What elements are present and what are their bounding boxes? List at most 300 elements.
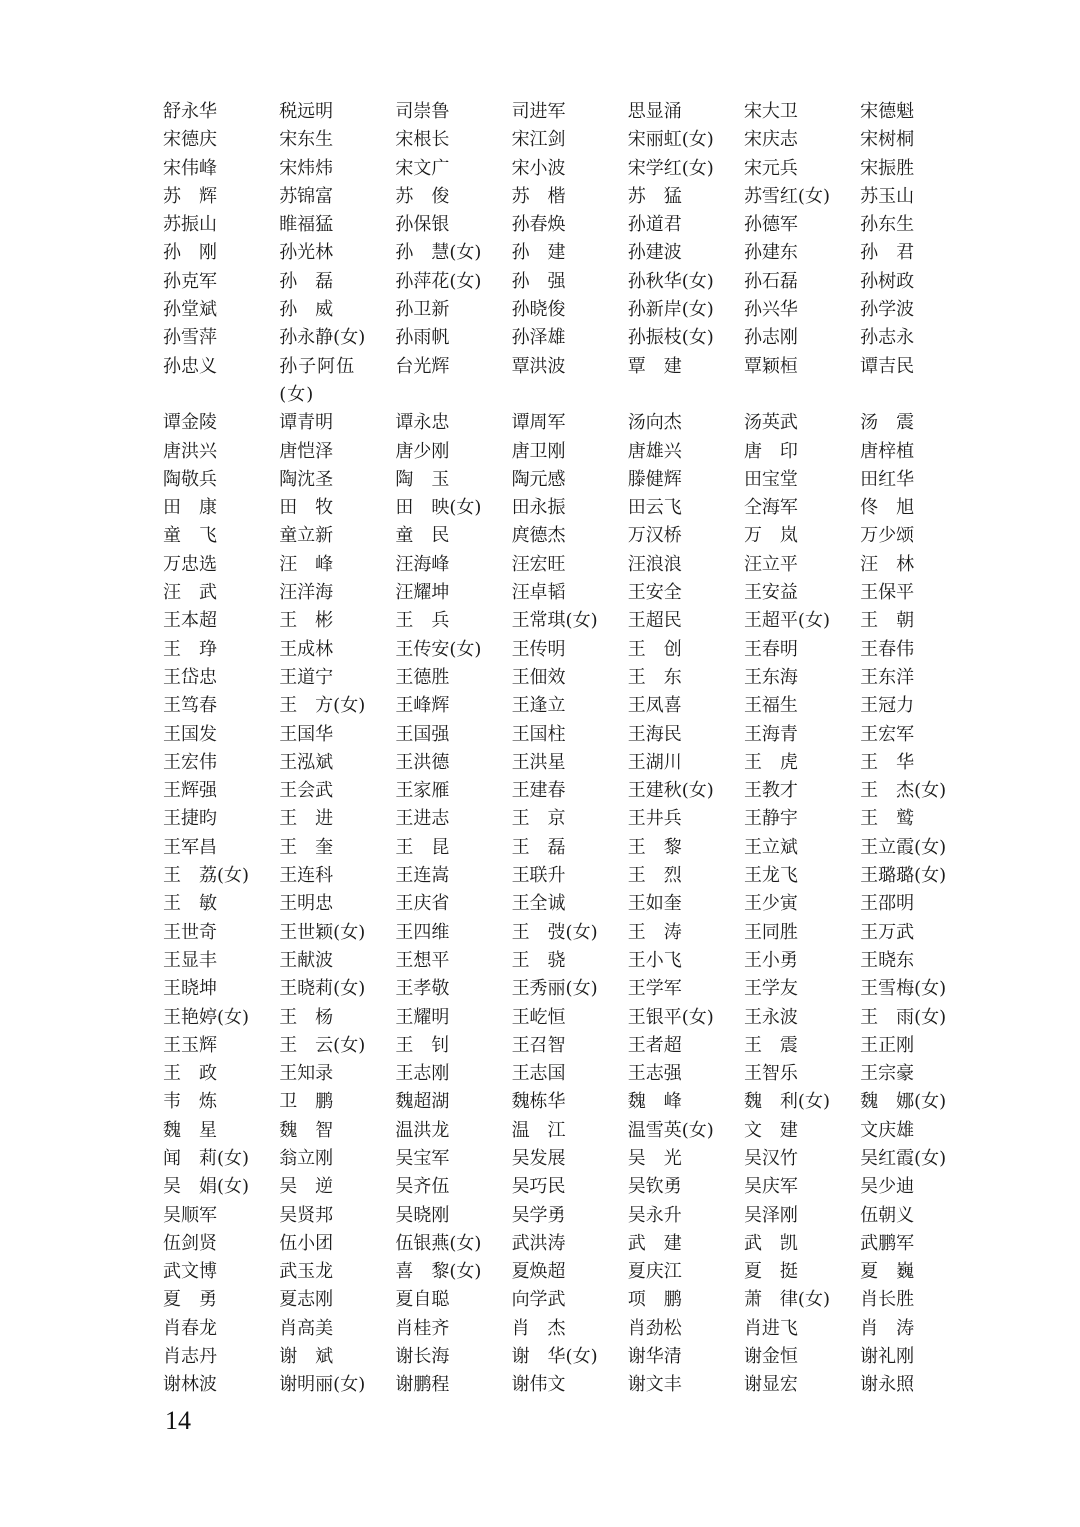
name-cell: 吴红霞(女) (860, 1147, 947, 1169)
name-cell: 谢鹏程 (395, 1374, 450, 1396)
name-cell: 宋小波 (511, 157, 566, 179)
name-cell: 夏 巍 (860, 1261, 915, 1283)
name-cell: 王连嵩 (395, 865, 450, 887)
name-cell: 肖长胜 (860, 1289, 915, 1311)
name-cell: 王 政 (163, 1063, 217, 1085)
name-cell: 田 康 (163, 497, 217, 519)
name-cell: 孙 君 (860, 242, 915, 264)
name-cell: 孙树政 (860, 270, 915, 292)
name-row (163, 409, 983, 437)
name-cell: 苏锦富 (279, 185, 334, 207)
name-cell: 税远明 (279, 101, 334, 122)
name-cell: 王洪德 (395, 751, 450, 773)
name-cell: 王冠力 (860, 695, 915, 717)
name-cell: 谢永照 (860, 1374, 915, 1396)
name-cell: 项 鹏 (627, 1289, 682, 1311)
name-cell: 唐 印 (743, 440, 798, 462)
name-cell: 宋庆志 (743, 129, 798, 151)
name-cell: 吴晓刚 (395, 1204, 450, 1226)
name-cell: 王召智 (511, 1034, 566, 1056)
name-cell: 汪卓韬 (511, 582, 566, 604)
name-row (163, 1371, 983, 1399)
name-cell: 肖进飞 (743, 1317, 798, 1339)
name-cell: 王志刚 (395, 1063, 450, 1085)
name-cell: 孙秋华(女) (627, 270, 714, 292)
name-cell: 唐雄兴 (627, 440, 682, 462)
name-cell: 王东洋 (860, 666, 915, 688)
name-cell: 王笃春 (163, 695, 217, 717)
name-cell: 宋树桐 (860, 129, 915, 151)
name-cell: 王 京 (511, 808, 566, 830)
name-cell: 魏 星 (163, 1119, 217, 1141)
name-cell: 王 昆 (395, 836, 450, 858)
name-cell: 谢 斌 (279, 1346, 334, 1368)
name-cell: 王屹恒 (511, 1006, 566, 1028)
name-cell: 孙萍花(女) (395, 270, 482, 292)
name-cell: 汪洋海 (279, 582, 334, 604)
name-cell: 武 建 (627, 1232, 682, 1254)
name-cell: 覃颖桓 (743, 355, 798, 377)
name-cell: 覃 建 (627, 355, 682, 377)
name-cell: 王东海 (743, 666, 798, 688)
name-cell: 王万武 (860, 921, 915, 943)
name-cell: 王井兵 (627, 808, 682, 830)
name-cell: 王道宁 (279, 666, 334, 688)
name-cell: 王安益 (743, 582, 798, 604)
name-cell: 肖春龙 (163, 1317, 217, 1339)
name-cell: 王如奎 (627, 893, 682, 915)
name-cell: 武文博 (163, 1261, 217, 1283)
name-cell: 王智乐 (743, 1063, 798, 1085)
name-cell: 宋根长 (395, 129, 450, 151)
name-cell: 王超平(女) (743, 610, 830, 632)
name-row (163, 975, 983, 1003)
name-cell: 王 杰(女) (860, 780, 947, 802)
name-row (163, 494, 983, 522)
name-cell: 王宗豪 (860, 1063, 915, 1085)
name-cell: 王 弢(女) (511, 921, 598, 943)
name-cell: 谭永忠 (395, 412, 450, 434)
name-cell: 万少颂 (860, 525, 915, 547)
name-cell: 谭周军 (511, 412, 566, 434)
name-row (163, 834, 983, 862)
name-cell: 王湖川 (627, 751, 682, 773)
name-cell: 王 琤 (163, 638, 217, 660)
name-cell: 王成林 (279, 638, 334, 660)
name-cell: 唐洪兴 (163, 440, 217, 462)
name-row (163, 183, 983, 211)
name-cell: 陶沈圣 (279, 468, 334, 490)
name-cell: 吴 娟(女) (163, 1176, 250, 1198)
name-cell: 王 华 (860, 751, 915, 773)
name-row (163, 1060, 983, 1088)
name-cell: 吴 光 (627, 1147, 682, 1169)
name-row (163, 353, 983, 410)
name-cell: 陶 玉 (395, 468, 450, 490)
name-cell: 汪 峰 (279, 553, 334, 575)
name-cell: 王常琪(女) (511, 610, 598, 632)
name-cell: 谢金恒 (743, 1346, 798, 1368)
name-cell: 王宏伟 (163, 751, 217, 773)
name-cell: 王捷昀 (163, 808, 217, 830)
name-cell: 唐恺泽 (279, 440, 334, 462)
name-cell: 王晓东 (860, 949, 915, 971)
name-cell: 孙建东 (743, 242, 798, 264)
name-cell: 汤 震 (860, 412, 915, 434)
name-cell: 吴永升 (627, 1204, 682, 1226)
name-cell: 王小勇 (743, 949, 798, 971)
name-cell: 汪宏旺 (511, 553, 566, 575)
name-row (163, 324, 983, 352)
name-cell: 王 雨(女) (860, 1006, 947, 1028)
name-cell: 吴学勇 (511, 1204, 566, 1226)
name-cell: 田永振 (511, 497, 566, 519)
name-cell: 宋大卫 (743, 101, 798, 122)
name-cell: 王进志 (395, 808, 450, 830)
name-row (163, 1117, 983, 1145)
name-cell: 魏 娜(女) (860, 1091, 947, 1113)
name-cell: 王 兵 (395, 610, 450, 632)
name-row (163, 1258, 983, 1286)
name-cell: 谢文丰 (627, 1374, 682, 1396)
name-cell: 苏 楷 (511, 185, 566, 207)
name-cell: 向学武 (511, 1289, 566, 1311)
name-cell: 王国柱 (511, 723, 566, 745)
name-row (163, 1088, 983, 1116)
name-cell: 王世奇 (163, 921, 217, 943)
name-row (163, 805, 983, 833)
name-cell: 王春伟 (860, 638, 915, 660)
name-cell: 汤向杰 (627, 412, 682, 434)
name-cell: 王 骁 (511, 949, 566, 971)
name-cell: 王静宇 (743, 808, 798, 830)
name-cell: 王秀丽(女) (511, 978, 598, 1000)
name-cell: 萧 律(女) (743, 1289, 830, 1311)
name-cell: 武玉龙 (279, 1261, 334, 1283)
name-row (163, 692, 983, 720)
name-cell: 王 进 (279, 808, 334, 830)
name-cell: 孙 建 (511, 242, 566, 264)
name-cell: 伍朝义 (860, 1204, 915, 1226)
name-row (163, 126, 983, 154)
name-cell: 苏 猛 (627, 185, 682, 207)
name-cell: 王安全 (627, 582, 682, 604)
name-cell: 吴钦勇 (627, 1176, 682, 1198)
name-cell: 苏 辉 (163, 185, 217, 207)
name-cell: 王 荔(女) (163, 865, 250, 887)
name-cell: 思显涌 (627, 101, 682, 122)
name-cell: 肖志丹 (163, 1346, 217, 1368)
name-cell: 王家雁 (395, 780, 450, 802)
name-cell: 王 东 (627, 666, 682, 688)
name-cell: 王晓坤 (163, 978, 217, 1000)
name-cell: 孙堂斌 (163, 299, 217, 321)
name-cell: 滕健辉 (627, 468, 682, 490)
name-row (163, 296, 983, 324)
name-cell: 王国华 (279, 723, 334, 745)
name-cell: 孙春焕 (511, 214, 566, 236)
name-cell: 王凤喜 (627, 695, 682, 717)
name-cell: 魏超湖 (395, 1091, 450, 1113)
name-row (163, 607, 983, 635)
name-row (163, 268, 983, 296)
name-cell: 王者超 (627, 1034, 682, 1056)
name-cell: 孙志永 (860, 327, 915, 349)
name-cell: 汪浪浪 (627, 553, 682, 575)
name-cell: 汪 林 (860, 553, 915, 575)
name-cell: 王想平 (395, 949, 450, 971)
name-cell: 王雪梅(女) (860, 978, 947, 1000)
name-cell: 孙道君 (627, 214, 682, 236)
name-cell: 孙振枝(女) (627, 327, 714, 349)
name-cell: 孙泽雄 (511, 327, 566, 349)
name-row (163, 947, 983, 975)
name-cell: 王知录 (279, 1063, 334, 1085)
name-cell: 伍小团 (279, 1232, 334, 1254)
name-row (163, 1202, 983, 1230)
name-cell: 吴巧民 (511, 1176, 566, 1198)
name-cell: 唐梓植 (860, 440, 915, 462)
name-cell: 司进军 (511, 101, 566, 122)
name-cell: 苏玉山 (860, 185, 915, 207)
name-cell: 汪耀坤 (395, 582, 450, 604)
name-cell: 文 建 (743, 1119, 798, 1141)
name-cell: 吴发展 (511, 1147, 566, 1169)
name-cell: 宋振胜 (860, 157, 915, 179)
name-cell: 夏自聪 (395, 1289, 450, 1311)
name-cell: 肖桂齐 (395, 1317, 450, 1339)
name-cell: 宋丽虹(女) (627, 129, 714, 151)
name-cell: 孙保银 (395, 214, 450, 236)
name-cell: 王孝敬 (395, 978, 450, 1000)
name-cell: 童 飞 (163, 525, 217, 547)
name-cell: 谭金陵 (163, 412, 217, 434)
name-row (163, 579, 983, 607)
name-cell: 王晓莉(女) (279, 978, 366, 1000)
name-cell: 王 涛 (627, 921, 682, 943)
name-cell: 宋江剑 (511, 129, 566, 151)
name-cell: 王军昌 (163, 836, 217, 858)
name-cell: 夏 挺 (743, 1261, 798, 1283)
name-cell: 谢华清 (627, 1346, 682, 1368)
name-cell: 肖 杰 (511, 1317, 566, 1339)
name-cell: 王银平(女) (627, 1006, 714, 1028)
name-cell: 王少寅 (743, 893, 798, 915)
name-cell: 王小飞 (627, 949, 682, 971)
name-cell: 吴泽刚 (743, 1204, 798, 1226)
name-cell: 吴庆军 (743, 1176, 798, 1198)
name-cell: 宋元兵 (743, 157, 798, 179)
name-cell: 王庆省 (395, 893, 450, 915)
name-cell: 唐少刚 (395, 440, 450, 462)
name-cell: 王海青 (743, 723, 798, 745)
name-cell: 苏振山 (163, 214, 217, 236)
name-cell: 王辉强 (163, 780, 217, 802)
names-table (163, 98, 983, 1400)
name-row (163, 438, 983, 466)
name-cell: 王 虎 (743, 751, 798, 773)
name-row (163, 551, 983, 579)
name-cell: 王 方(女) (279, 695, 366, 717)
name-cell: 王正刚 (860, 1034, 915, 1056)
name-cell: 温 江 (511, 1119, 566, 1141)
name-cell: 孙 强 (511, 270, 566, 292)
name-cell: 夏志刚 (279, 1289, 334, 1311)
name-cell: 王建秋(女) (627, 780, 714, 802)
name-cell: 佟 旭 (860, 497, 915, 519)
name-cell: 童 民 (395, 525, 450, 547)
name-cell: 温雪英(女) (627, 1119, 714, 1141)
name-cell: 田宝堂 (743, 468, 798, 490)
name-cell: 王泓斌 (279, 751, 334, 773)
name-cell: 王献波 (279, 949, 334, 971)
name-cell: 孙建波 (627, 242, 682, 264)
name-cell: 王会武 (279, 780, 334, 802)
name-cell: 苏 俊 (395, 185, 450, 207)
name-cell: 夏庆江 (627, 1261, 682, 1283)
name-cell: 谢显宏 (743, 1374, 798, 1396)
name-cell: 王保平 (860, 582, 915, 604)
name-cell: 王明忠 (279, 893, 334, 915)
name-cell: 肖高美 (279, 1317, 334, 1339)
name-cell: 王 钊 (395, 1034, 450, 1056)
name-cell: 韦 炼 (163, 1091, 217, 1113)
name-cell: 谭吉民 (860, 355, 915, 377)
name-cell: 舒永华 (163, 101, 217, 122)
name-cell: 覃洪波 (511, 355, 566, 377)
name-cell: 闻 莉(女) (163, 1147, 250, 1169)
name-cell: 孙雨帆 (395, 327, 450, 349)
name-row (163, 862, 983, 890)
name-cell: 王岱忠 (163, 666, 217, 688)
name-cell: 田云飞 (627, 497, 682, 519)
name-cell: 王永波 (743, 1006, 798, 1028)
name-row (163, 721, 983, 749)
name-cell: 汪 武 (163, 582, 217, 604)
name-cell: 谢长海 (395, 1346, 450, 1368)
name-cell: 武洪涛 (511, 1232, 566, 1254)
name-cell: 魏 峰 (627, 1091, 682, 1113)
name-cell: 万 岚 (743, 525, 798, 547)
name-cell: 吴顺军 (163, 1204, 217, 1226)
name-cell: 吴齐伍 (395, 1176, 450, 1198)
name-cell: 孙 刚 (163, 242, 217, 264)
name-cell: 孙雪萍 (163, 327, 217, 349)
name-cell: 吴汉竹 (743, 1147, 798, 1169)
name-cell: 孙兴华 (743, 299, 798, 321)
name-cell: 孙 磊 (279, 270, 334, 292)
name-cell: 王 朝 (860, 610, 915, 632)
name-cell: 谢明丽(女) (279, 1374, 366, 1396)
name-row (163, 777, 983, 805)
name-cell: 王本超 (163, 610, 217, 632)
name-cell: 王 彬 (279, 610, 334, 632)
name-cell: 王宏军 (860, 723, 915, 745)
name-cell: 孙德军 (743, 214, 798, 236)
name-cell: 田 牧 (279, 497, 334, 519)
name-cell: 王超民 (627, 610, 682, 632)
name-cell: 王福生 (743, 695, 798, 717)
name-cell: 王 奎 (279, 836, 334, 858)
name-cell: 田红华 (860, 468, 915, 490)
name-cell: 王四维 (395, 921, 450, 943)
page-number: 14 (165, 1406, 191, 1435)
name-cell: 宋德庆 (163, 129, 217, 151)
name-cell: 仝海军 (743, 497, 798, 519)
name-cell: 陶元感 (511, 468, 566, 490)
name-row (163, 1315, 983, 1343)
name-cell: 王洪星 (511, 751, 566, 773)
name-row (163, 1004, 983, 1032)
name-cell: 武鹏军 (860, 1232, 915, 1254)
name-cell: 宋东生 (279, 129, 334, 151)
name-cell: 孙新岸(女) (627, 299, 714, 321)
name-cell: 魏 智 (279, 1119, 334, 1141)
name-cell: 王德胜 (395, 666, 450, 688)
name-cell: 司崇鲁 (395, 101, 450, 122)
name-cell: 吴 逆 (279, 1176, 334, 1198)
name-cell: 汤英武 (743, 412, 798, 434)
name-row (163, 890, 983, 918)
name-cell: 谢林波 (163, 1374, 217, 1396)
name-cell: 宋炜炜 (279, 157, 334, 179)
name-cell: 万汉桥 (627, 525, 682, 547)
name-cell: 谢伟文 (511, 1374, 566, 1396)
name-cell: 万忠选 (163, 553, 217, 575)
name-cell: 王 敏 (163, 893, 217, 915)
name-cell: 王 烈 (627, 865, 682, 887)
name-cell: 宋伟峰 (163, 157, 217, 179)
name-row (163, 1286, 983, 1314)
name-cell: 王世颖(女) (279, 921, 366, 943)
name-cell: 王学军 (627, 978, 682, 1000)
name-cell: 王龙飞 (743, 865, 798, 887)
name-cell: 孙卫新 (395, 299, 450, 321)
name-cell: 文庆雄 (860, 1119, 915, 1141)
name-cell: 王逢立 (511, 695, 566, 717)
name-cell: 孙东生 (860, 214, 915, 236)
name-cell: 台光辉 (395, 355, 450, 377)
name-cell: 谢 华(女) (511, 1346, 598, 1368)
name-cell: 王耀明 (395, 1006, 450, 1028)
name-cell: 喜 黎(女) (395, 1261, 482, 1283)
name-cell: 王 杨 (279, 1006, 334, 1028)
name-cell: 王 鹫 (860, 808, 915, 830)
name-cell: 王佃效 (511, 666, 566, 688)
name-cell: 伍剑贤 (163, 1232, 217, 1254)
name-cell: 王 黎 (627, 836, 682, 858)
name-cell: 孙克军 (163, 270, 217, 292)
name-cell: 王艳婷(女) (163, 1006, 250, 1028)
name-cell: 孙石磊 (743, 270, 798, 292)
name-cell: 王 创 (627, 638, 682, 660)
name-cell: 孙学波 (860, 299, 915, 321)
name-cell: 唐卫刚 (511, 440, 566, 462)
name-cell: 王立霞(女) (860, 836, 947, 858)
name-row (163, 1343, 983, 1371)
name-row (163, 1230, 983, 1258)
name-cell: 童立新 (279, 525, 334, 547)
name-cell: 武 凯 (743, 1232, 798, 1254)
name-cell: 吴少迪 (860, 1176, 915, 1198)
name-cell: 孙志刚 (743, 327, 798, 349)
name-cell: 王建春 (511, 780, 566, 802)
name-cell: 温洪龙 (395, 1119, 450, 1141)
name-cell: 卫 鹏 (279, 1091, 334, 1113)
name-cell: 王 磊 (511, 836, 566, 858)
name-row (163, 522, 983, 550)
name-cell: 孙忠义 (163, 355, 217, 377)
